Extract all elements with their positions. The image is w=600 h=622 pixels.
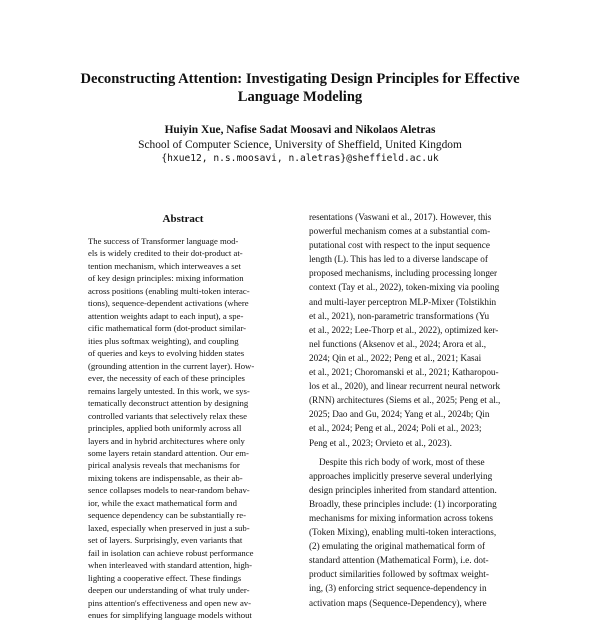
abstract-line: The success of Transformer language mod- bbox=[88, 236, 239, 246]
body-line: los et al., 2020), and linear recurrent neural network bbox=[309, 381, 501, 392]
body-line: powerful mechanism comes at a substantial com- bbox=[309, 226, 491, 237]
body-line: context (Tay et al., 2022), token-mixing via pooling bbox=[309, 282, 500, 293]
abstract-line: cific mathematical form (dot-product similar- bbox=[88, 323, 247, 334]
abstract-line: controlled variants that selectively relax these bbox=[88, 410, 247, 421]
affiliation: School of Computer Science, University of Sheffield, United Kingdom bbox=[138, 139, 462, 151]
body-line: mechanisms for mixing information across tokens bbox=[309, 512, 493, 523]
body-line: ing, (3) enforcing strict sequence-dependency in bbox=[309, 583, 487, 594]
abstract-line: of queries and keys to evolving hidden states bbox=[88, 348, 245, 359]
body-line: (RNN) architectures (Siems et al., 2025; Peng et al., bbox=[309, 395, 501, 406]
abstract-line: of key design principles: mixing information bbox=[88, 273, 244, 284]
body-line: et al., 2024; Peng et al., 2024; Poli et al., 2023; bbox=[309, 423, 482, 434]
body-line: and multi-layer perceptron MLP-Mixer (Tolstikhin bbox=[309, 296, 497, 307]
body-line: standard attention (Mathematical Form), i.e. dot- bbox=[309, 555, 489, 566]
body-line: (2) emulating the original mathematical form of bbox=[309, 541, 486, 552]
abstract-line: lighting a cooperative effect. These findings bbox=[88, 572, 242, 583]
abstract-line: mixing tokens are indispensable, as their ab- bbox=[88, 472, 243, 483]
abstract-line: deepen our understanding of what truly under- bbox=[88, 585, 250, 596]
body-line: resentations (Vaswani et al., 2017). However, this bbox=[309, 212, 492, 222]
author-emails: {hxue12, n.s.moosavi, n.aletras}@sheffield.ac.uk bbox=[161, 153, 439, 164]
body-line: Despite this rich body of work, most of these bbox=[319, 456, 485, 467]
body-line: et al., 2022; Lee-Thorp et al., 2022), optimized ker- bbox=[309, 324, 499, 335]
abstract-line: tention mechanism, which interweaves a set bbox=[88, 260, 241, 271]
body-line: putational cost with respect to the input sequence bbox=[309, 240, 490, 251]
abstract-line: remains largely untested. In this work, we sys- bbox=[88, 385, 250, 396]
author-list: Huiyin Xue, Nafise Sadat Moosavi and Nikolaos Aletras bbox=[164, 124, 436, 136]
abstract-line: attention weights adapt to each input), a spe- bbox=[88, 310, 244, 321]
abstract-line: ities plus softmax weighting), and coupling bbox=[88, 335, 239, 346]
body-line: activation maps (Sequence-Dependency), where bbox=[309, 597, 487, 608]
body-line: approaches implicitly preserve several underlying bbox=[309, 470, 493, 481]
abstract-line: set of layers. Surprisingly, even variants that bbox=[88, 535, 243, 546]
body-line: product similarities followed by softmax weight- bbox=[309, 569, 489, 580]
introduction-body bbox=[309, 210, 531, 610]
body-line: et al., 2021; Choromanski et al., 2021; Katharopou- bbox=[309, 367, 499, 378]
paper-title bbox=[60, 70, 540, 106]
paper-title-line-2: Language Modeling bbox=[237, 89, 363, 105]
abstract-line: tematically deconstruct attention by designing bbox=[88, 398, 249, 409]
body-line: (Token Mixing), enabling multi-token interactions, bbox=[309, 527, 497, 538]
body-line: 2024; Qin et al., 2022; Peng et al., 2021; Kasai bbox=[309, 352, 482, 363]
abstract-line: els is widely credited to their dot-product at- bbox=[88, 248, 243, 259]
body-line: et al., 2021), non-parametric transformations (Yu bbox=[309, 310, 490, 321]
abstract-line: sequence dependency can be substantially re- bbox=[88, 510, 246, 521]
body-line: 2025; Dao and Gu, 2024; Yang et al., 2024b; Qin bbox=[309, 409, 490, 420]
abstract-body bbox=[88, 235, 280, 622]
body-line: Broadly, these principles include: (1) incorporating bbox=[309, 498, 497, 509]
abstract-line: tions), sequence-dependent activations (where bbox=[88, 298, 249, 309]
abstract-line: across positions (enabling multi-token interac- bbox=[88, 285, 250, 296]
body-line: Peng et al., 2023; Orvieto et al., 2023). bbox=[309, 437, 452, 448]
body-line: nel functions (Aksenov et al., 2024; Arora et al., bbox=[309, 338, 487, 349]
abstract-line: layers and in hybrid architectures where only bbox=[88, 435, 245, 446]
paper-title-line-1: Deconstructing Attention: Investigating Design Principles for Effective bbox=[80, 71, 520, 87]
abstract-line: sence collapses models to near-random behav- bbox=[88, 485, 250, 496]
abstract-line: fail in isolation can achieve robust performance bbox=[88, 547, 254, 558]
body-line: design principles inherited from standard attention. bbox=[309, 484, 497, 495]
abstract-line: enues for simplifying language models without bbox=[88, 610, 252, 621]
abstract-line: pins attention's effectiveness and open new av- bbox=[88, 597, 252, 608]
body-line: proposed mechanisms, including processing longer bbox=[309, 268, 498, 279]
abstract-line: (grounding attention in the current layer). How- bbox=[88, 360, 255, 371]
abstract-line: ior, while the exact mathematical form and bbox=[88, 497, 237, 508]
abstract-heading: Abstract bbox=[162, 213, 204, 225]
abstract-line: pirical analysis reveals that mechanisms for bbox=[88, 460, 240, 471]
abstract-line: principles, applied both uniformly across all bbox=[88, 423, 242, 434]
abstract-line: some layers retain standard attention. Our em- bbox=[88, 447, 249, 458]
abstract-line: when interleaved with standard attention, high- bbox=[88, 560, 253, 571]
abstract-line: ever, the necessity of each of these principles bbox=[88, 373, 245, 384]
body-line: length (L). This has led to a diverse landscape of bbox=[309, 254, 488, 265]
abstract-line: laxed, especially when preserved in just a sub- bbox=[88, 522, 250, 533]
